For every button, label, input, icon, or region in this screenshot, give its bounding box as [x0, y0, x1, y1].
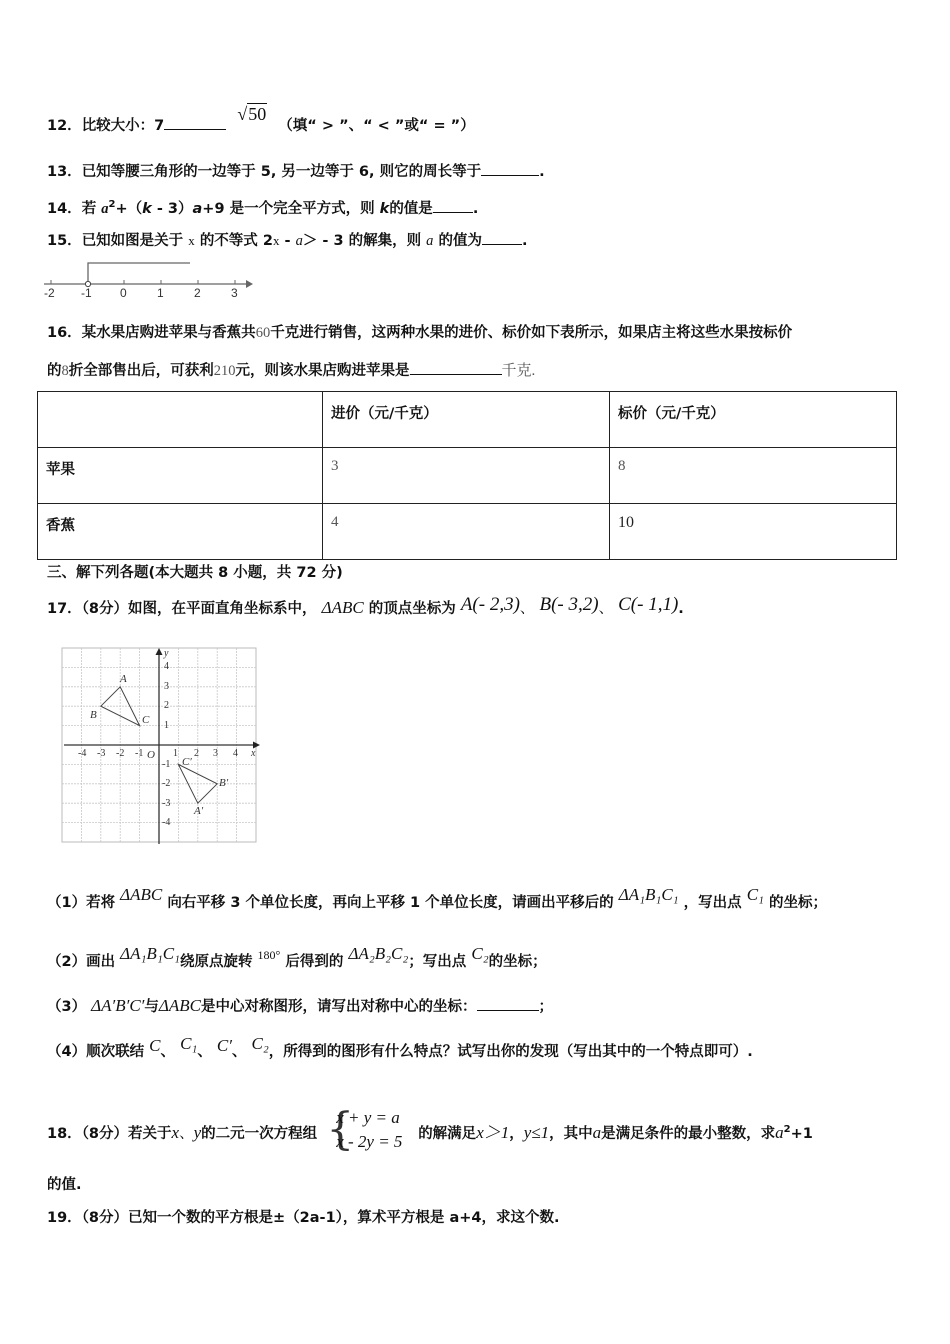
q18-text: 的值.: [47, 1177, 82, 1193]
origin-label: O: [147, 749, 155, 761]
q12-text: 比较大小：7: [81, 118, 165, 134]
q16-text: 某水果店购进苹果与香蕉共: [81, 325, 256, 341]
tick-label: 3: [231, 286, 238, 300]
var-k: k: [379, 200, 390, 217]
point-a-coord: A(- 2,3): [460, 594, 520, 615]
part-text: ，写出点: [683, 895, 742, 911]
question-16-line1: [47, 323, 792, 343]
angle-180: 180°: [257, 948, 281, 962]
x-tick: -3: [97, 748, 106, 759]
q19-number: 19．: [47, 1210, 82, 1226]
table-cell-price: 10: [610, 504, 897, 560]
part-text: 顺次联结: [86, 1044, 145, 1060]
coordinate-grid-figure: [60, 646, 260, 846]
point-c-coord: C(- 1,1): [618, 594, 679, 615]
q19-score: （8分）: [81, 1210, 129, 1226]
q14-mid: +（: [115, 200, 143, 217]
q15-number: 15．: [47, 233, 82, 249]
q16-text: 元，则该水果店购进苹果是: [235, 363, 410, 379]
question-18-line2: [47, 1175, 82, 1195]
question-17-part-4: [47, 1034, 753, 1062]
table-header-cell: [38, 392, 323, 448]
q16-number: 16．: [47, 325, 82, 341]
q14-end: .: [472, 200, 479, 217]
question-19: [47, 1208, 560, 1228]
table-cell-price: 8: [610, 448, 897, 504]
q18-number: 18．: [47, 1126, 82, 1142]
number-line-figure: [42, 258, 254, 302]
condition-y: y≤1: [523, 1123, 550, 1142]
price-table: [37, 391, 897, 560]
var-a: a: [295, 233, 303, 249]
point-label-b: B: [90, 709, 97, 721]
q16-unit: 千克.: [501, 363, 536, 379]
q13-text: 已知等腰三角形的一边等于 5, 另一边等于 6, 则它的周长等于: [81, 164, 482, 180]
question-16-line2: [47, 360, 535, 381]
q17-3-answer-blank[interactable]: [477, 996, 539, 1011]
question-12: [47, 104, 475, 136]
exponent: 2: [108, 199, 116, 210]
part-label: （4）: [47, 1044, 87, 1060]
q14-answer-blank[interactable]: [433, 198, 473, 213]
q16-text: 的: [47, 363, 62, 379]
point-b-coord: B(- 3,2): [539, 594, 599, 615]
table-cell-cost: 4: [323, 504, 610, 560]
part-text: 后得到的: [285, 954, 344, 970]
section-title: 三、解下列各题(本大题共 8 小题，共 72 分): [47, 565, 343, 581]
point-label-b-prime: B′: [219, 777, 229, 789]
q14-suffix: +9 是一个完全平方式，则: [202, 200, 375, 217]
q14-number: 14．: [47, 200, 82, 217]
y-tick: 3: [164, 681, 169, 692]
part-label: （1）: [47, 895, 87, 911]
number-line-svg: [42, 258, 254, 302]
question-15: [47, 230, 527, 251]
q18-text: ，其中: [549, 1126, 593, 1142]
q13-answer-blank[interactable]: [481, 161, 539, 176]
y-tick: -3: [162, 798, 171, 809]
x-tick: -4: [78, 748, 87, 759]
table-header-cell: 标价（元/千克）: [610, 392, 897, 448]
y-tick: -1: [162, 759, 171, 770]
q18-expr-tail: +1: [790, 1126, 813, 1142]
equation-2: x - 2y = 5: [336, 1132, 403, 1151]
part-text: 是中心对称图形，请写出对称中心的坐标：: [201, 999, 477, 1015]
q16-text: 折全部售出后，可获利: [68, 363, 214, 379]
triangle-a1b1c1: ΔA₁B₁C₁: [120, 944, 180, 963]
sqrt-50: √50: [237, 104, 267, 124]
sep: 、: [197, 1044, 212, 1060]
point-c1: C₁: [180, 1034, 198, 1053]
question-14: [47, 195, 478, 219]
table-row: [38, 448, 897, 504]
q14-mid2: - 3）: [151, 200, 193, 217]
point-label-c-prime: C′: [182, 756, 192, 768]
q15-suffix: 的值为: [438, 233, 482, 249]
q16-answer-blank[interactable]: [410, 360, 502, 375]
q17-text2: 的顶点坐标为: [368, 601, 456, 617]
table-row: [38, 504, 897, 560]
part-label: （3）: [47, 999, 87, 1015]
x-tick: -2: [116, 748, 125, 759]
triangle-abc: ΔABC: [120, 885, 163, 904]
point-c2: C₂: [251, 1034, 269, 1053]
sep: 、: [231, 1044, 247, 1060]
point-label-a-prime: A′: [194, 805, 204, 817]
tick-label: 0: [120, 286, 127, 300]
var-a: a: [192, 200, 203, 217]
sep: ，: [509, 1126, 524, 1142]
var-x: x: [188, 233, 195, 248]
triangle-abc: ΔABC: [158, 996, 201, 1015]
part-text: 画出: [86, 954, 116, 970]
q15-prefix: 已知如图是关于: [81, 233, 184, 249]
var-a: a: [592, 1123, 602, 1142]
q18-text: 若关于: [128, 1126, 172, 1142]
question-17-part-1: [47, 885, 828, 913]
question-17-part-3: [47, 996, 553, 1017]
part-text: 的坐标；: [488, 954, 547, 970]
part-text: 若将: [86, 895, 116, 911]
q14-prefix: 若: [81, 200, 97, 217]
part-text: 与: [144, 999, 159, 1015]
q16-total: 60: [255, 325, 271, 341]
q17-text: 如图，在平面直角坐标系中，: [128, 601, 317, 617]
point-label-c: C: [142, 714, 150, 726]
sep: 、: [519, 601, 535, 617]
triangle-a1b1c1: ΔA₁B₁C₁: [618, 885, 679, 904]
sep: 、: [160, 1044, 175, 1060]
sep: 、: [598, 601, 614, 617]
x-tick: 2: [194, 748, 199, 759]
var-k: k: [142, 200, 152, 217]
point-c-prime: C′: [216, 1036, 232, 1055]
point-c2: C₂: [471, 944, 489, 963]
q18-text: 的二元一次方程组: [201, 1126, 318, 1142]
x-axis-label: x: [251, 748, 256, 759]
x-tick: 3: [213, 748, 218, 759]
exponent: 2: [783, 1124, 791, 1136]
x-tick: -1: [135, 748, 144, 759]
table-cell-name: 香蕉: [38, 504, 323, 560]
tick-label: -2: [44, 286, 55, 300]
tick-label: 1: [157, 286, 164, 300]
section-3-title: [47, 563, 343, 583]
part-text: ；写出点: [408, 954, 467, 970]
triangle-a2b2c2: ΔA₂B₂C₂: [348, 944, 409, 963]
triangle-a-prime: ΔA′B′C′: [91, 996, 145, 1015]
y-tick: 4: [164, 661, 169, 672]
y-tick: 2: [164, 700, 169, 711]
y-tick: -2: [162, 778, 171, 789]
x-tick: 1: [173, 748, 178, 759]
var-x: x: [171, 1123, 180, 1142]
part-text: 的坐标；: [769, 895, 828, 911]
q17-number: 17．: [47, 601, 82, 617]
x-tick: 4: [233, 748, 238, 759]
condition-x: x＞1: [476, 1123, 510, 1142]
part-text: 向右平移 3 个单位长度，再向上平移 1 个单位长度，请画出平移后的: [167, 895, 614, 911]
q16-text: 千克进行销售，这两种水果的进价、标价如下表所示，如果店主将这些水果按标价: [270, 325, 793, 341]
var-x: x: [272, 233, 280, 248]
q13-number: 13．: [47, 164, 82, 180]
equation-1: x + y = a: [336, 1108, 400, 1127]
q12-answer-blank[interactable]: [164, 115, 226, 130]
part-text: 绕原点旋转: [179, 954, 253, 970]
var-y: y: [193, 1123, 202, 1142]
triangle-abc: ΔABC: [321, 598, 364, 617]
point-c: C: [149, 1036, 161, 1055]
q17-end: .: [678, 601, 684, 617]
question-18: [47, 1104, 813, 1158]
q14-suffix2: 的值是: [389, 200, 433, 217]
tick-label: 2: [194, 286, 201, 300]
question-17-part-2: [47, 944, 547, 972]
q12-hint: （填“ > ”、“ < ”或“ = ”）: [278, 118, 475, 134]
var-a: a: [775, 1123, 784, 1142]
q18-score: （8分）: [81, 1126, 129, 1142]
brace-icon: {: [326, 1104, 355, 1155]
question-13: [47, 161, 545, 182]
q15-answer-blank[interactable]: [482, 230, 522, 245]
q18-text: 是满足条件的最小整数，求: [601, 1126, 776, 1142]
part-label: （2）: [47, 954, 87, 970]
q16-discount: 8: [61, 363, 69, 379]
table-header-cell: 进价（元/千克）: [323, 392, 610, 448]
table-cell-name: 苹果: [38, 448, 323, 504]
q15-mid3: ＞ - 3 的解集，则: [302, 233, 422, 249]
q15-end: .: [521, 233, 528, 249]
q15-mid2: -: [279, 233, 296, 249]
q17-score: （8分）: [81, 601, 129, 617]
q15-mid: 的不等式 2: [199, 233, 273, 249]
sep: 、: [179, 1126, 194, 1142]
question-17: [47, 594, 684, 619]
y-tick: 1: [164, 720, 169, 731]
equation-system: [326, 1104, 416, 1156]
part-text: ，所得到的图形有什么特点？试写出你的发现（写出其中的一个特点即可）.: [268, 1044, 753, 1060]
point-c1: C₁: [746, 885, 764, 904]
var-a: a: [426, 233, 434, 249]
tick-label: -1: [81, 286, 92, 300]
y-axis-label: y: [164, 648, 169, 659]
grid-labels: [60, 646, 260, 846]
table-cell-cost: 3: [323, 448, 610, 504]
point-label-a: A: [120, 673, 127, 685]
part-end: ；: [538, 999, 553, 1015]
y-tick: -4: [162, 817, 171, 828]
q13-end: .: [539, 164, 545, 180]
var-a: a: [101, 200, 109, 217]
q16-profit: 210: [213, 363, 236, 379]
q19-text: 已知一个数的平方根是±（2a-1），算术平方根是 a+4，求这个数.: [128, 1210, 560, 1226]
table-header-row: [38, 392, 897, 448]
q18-text: 的解满足: [418, 1126, 477, 1142]
q12-number: 12．: [47, 118, 82, 134]
